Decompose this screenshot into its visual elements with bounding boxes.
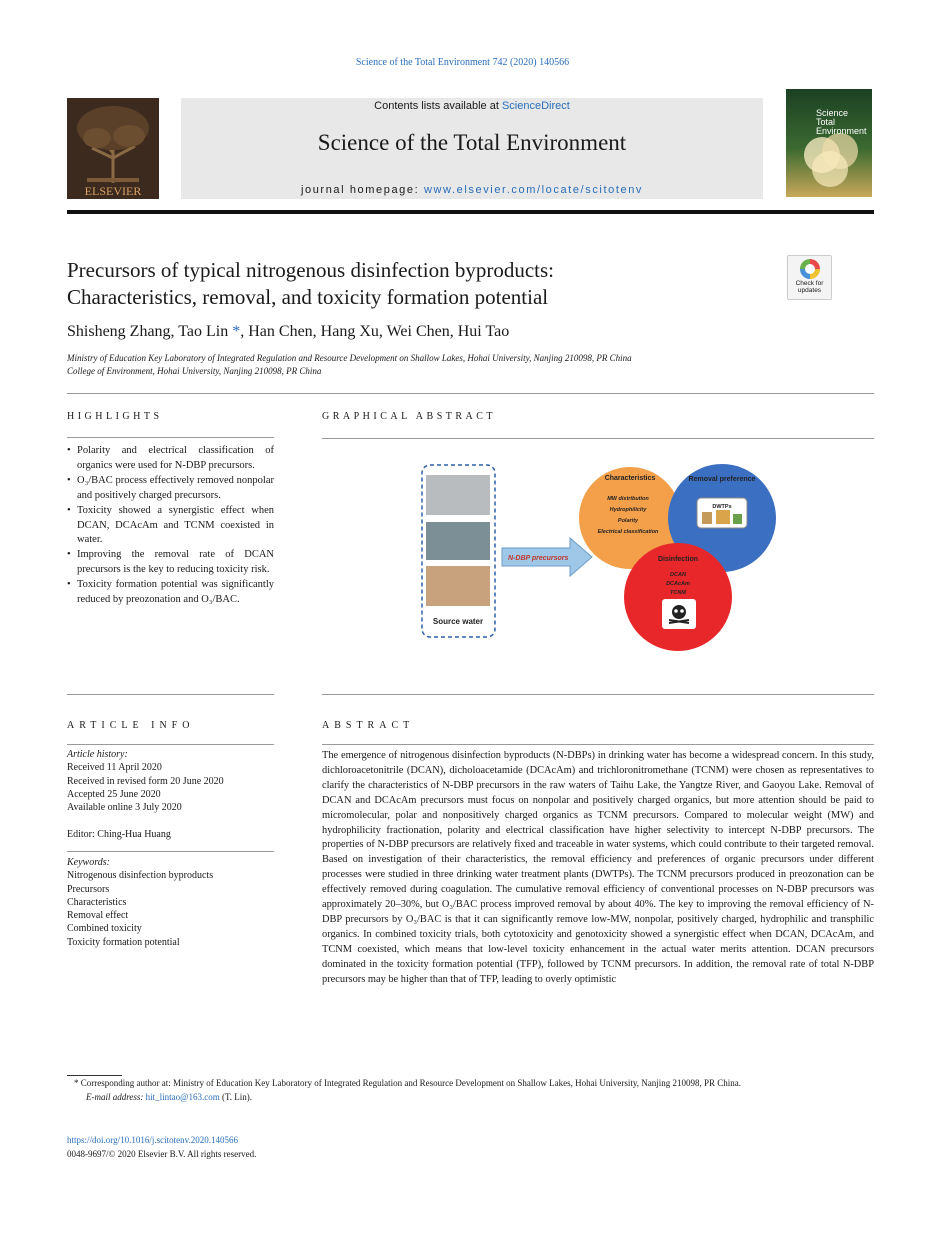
authors-text: Shisheng Zhang, Tao Lin (67, 323, 229, 340)
keyword-item: Characteristics (67, 896, 127, 908)
divider (67, 694, 274, 695)
characteristics-title: Characteristics (604, 475, 656, 482)
disinfection-title: Disinfection (657, 556, 699, 563)
highlight-item: • O₃/BAC process effectively removed nonpolar and positively charged precursors. (67, 474, 274, 504)
divider (67, 851, 274, 852)
journal-title: Science of the Total Environment (317, 130, 627, 155)
email-label: E-mail address: (86, 1092, 144, 1102)
svg-text:ELSEVIER: ELSEVIER (84, 184, 142, 198)
divider (322, 694, 874, 695)
title-line-2: Characteristics, removal, and toxicity formation potential (67, 285, 549, 309)
check-updates-label (788, 280, 831, 294)
email-line (86, 1092, 252, 1102)
highlight-item: • Toxicity showed a synergistic effect when DCAN, DCAcAm and TCNM coexisted in water. (67, 504, 274, 549)
authors-text: , Han Chen, Hang Xu, Wei Chen, Hui Tao (240, 323, 510, 340)
keyword-item: Removal effect (67, 910, 129, 922)
check-updates-line: updates (797, 287, 822, 294)
journal-citation[interactable]: Science of the Total Environment 742 (2020) 140566 (355, 57, 570, 68)
check-for-updates-button[interactable] (787, 255, 832, 300)
keyword-item: Combined toxicity (67, 923, 142, 935)
cover-circle (812, 151, 848, 187)
water-photo (426, 475, 490, 515)
keywords-block (67, 856, 274, 949)
plant-building-icon (702, 512, 712, 524)
cover-title-line: Total Environment (816, 117, 867, 136)
highlight-item: • Polarity and electrical classification of organics were used for N-DBP precursors. (67, 444, 274, 474)
characteristics-item: Polarity (617, 518, 639, 524)
abstract-heading: ABSTRACT (322, 720, 415, 731)
divider (322, 438, 874, 439)
abstract-text: The emergence of nitrogenous disinfection byproducts (N-DBPs) in drinking water has become a widespread concern. In this study, dichloroacetonitrile (DCAN), dicholoacetamide (DCAcAm) and trichloronitromethane (TCNM) were chosen as representatives to clarify the characteristics of N-DBP precursors in the raw waters of Taihu Lake, the Yangtze River, and Gaoyou Lake. Removal of DCAN and DCAcAm precursors must focus on nonpolar and positively charged organics, but more attention should be paid to micromolecular, polar and nonpositively charged organics as TCNM precursors. Compared to molecular weight (MW) and hydrophilicity fractionation, polarity and electrical classification have higher selectivity to intercept N-DBP precursors. The properties of N-DBP precursors are relatively fixed and traceable in water systems, which could contribute to their targeted removal. Based on investigation of their characteristics, the removal efficiency and preferences of organic precursors under different processes were studied in three drinking water treatment plants (DWTPs). The TCNM precursors produced in preozonation can be effectively removed during coagulation. The cumulative removal efficiency of conventional processes on N-DBP precursors was approximately 20–30%, but O₃/BAC process improved removal by about 40%. The key to improving the removal efficiency of N-DBP precursors by O₃/BAC is that it can significantly remove low-MW, nonpolar, positively charged, hydrophilic and transphilic organics. In combined toxicity trials, both cytotoxicity and genotoxicity showed a synergistic effect when DCAN, DCAcAm, and TCNM coexisted, which means that low-level toxicity enhancement in the actual water merits attention. DCAN precursors dominated in the toxicity formation potential (TFP), followed by TCNM precursors. In addition, the removal rate of total N-DBP precursors may be higher than that of TFP, leading to overly optimistic (322, 750, 874, 985)
article-info-heading: ARTICLE INFO (67, 720, 195, 731)
affiliation-2: College of Environment, Hohai University, Nanjing 210098, PR China (67, 366, 322, 376)
footnote-text: Corresponding author at: Ministry of Education Key Laboratory of Integrated Regulation and Resource Development on Shallow Lakes, Hohai University, Nanjing 210098, PR China. (80, 1078, 742, 1088)
divider (67, 744, 274, 745)
email-suffix: (T. Lin). (221, 1092, 253, 1102)
arrow-label: N-DBP precursors (508, 555, 569, 562)
article-title (67, 257, 767, 311)
disinfection-item: TCNM (670, 590, 686, 596)
removal-title: Removal preference (688, 476, 756, 483)
footnote-mark: * (74, 1078, 79, 1088)
divider (67, 393, 874, 394)
elsevier-logo (67, 98, 159, 199)
disinfection-item: DCAcAm (666, 581, 690, 587)
history-item: Accepted 25 June 2020 (67, 788, 161, 800)
history-item: Available online 3 July 2020 (67, 802, 182, 814)
doi-link[interactable]: https://doi.org/10.1016/j.scitotenv.2020.140566 (67, 1135, 238, 1145)
copyright-line: 0048-9697/© 2020 Elsevier B.V. All rights reserved. (67, 1149, 257, 1159)
email-link[interactable]: hit_lintao@163.com (145, 1092, 220, 1102)
author-list (67, 323, 509, 341)
journal-masthead (181, 98, 763, 199)
crossmark-icon (800, 259, 820, 279)
characteristics-item: Hydrophilicity (609, 507, 647, 513)
homepage-prefix: journal homepage: (300, 184, 424, 196)
water-photo (426, 522, 490, 560)
contents-line (181, 100, 763, 112)
water-photo (426, 566, 490, 606)
keyword-item: Toxicity formation potential (67, 936, 180, 948)
sciencedirect-link[interactable]: ScienceDirect (501, 100, 570, 112)
contents-prefix: Contents lists available at (374, 100, 502, 112)
header-rule (67, 210, 874, 214)
journal-cover[interactable] (786, 89, 872, 197)
keyword-item: Nitrogenous disinfection byproducts (67, 870, 214, 882)
source-water-label: Source water (432, 617, 484, 626)
graphical-abstract-heading: GRAPHICAL ABSTRACT (322, 411, 497, 422)
history-item: Received 11 April 2020 (67, 762, 162, 774)
cover-title (816, 109, 872, 136)
plant-tree-icon (733, 514, 742, 524)
cover-title-line: Science (816, 108, 849, 118)
dwtps-label: DWTPs (712, 504, 732, 510)
homepage-link[interactable]: www.elsevier.com/locate/scitotenv (423, 184, 644, 196)
characteristics-item: Electrical classification (597, 529, 659, 535)
article-history (67, 748, 274, 814)
editor-line: Editor: Ching-Hua Huang (67, 829, 171, 840)
keywords-label: Keywords: (67, 857, 110, 868)
affiliation-1: Ministry of Education Key Laboratory of Integrated Regulation and Resource Development on Shallow Lakes, Hohai University, Nanjing 210098, PR China (67, 353, 632, 363)
highlights-list (67, 444, 274, 608)
keyword-item: Precursors (67, 883, 110, 895)
footnote-rule (67, 1075, 122, 1076)
title-line-1: Precursors of typical nitrogenous disinfection byproducts: (67, 258, 554, 282)
corresponding-author-link[interactable]: * (232, 323, 241, 340)
divider (322, 744, 874, 745)
skull-eye (674, 609, 678, 613)
corresponding-footnote (74, 1078, 874, 1088)
history-label: Article history: (67, 749, 128, 760)
homepage-line (181, 184, 763, 196)
disinfection-item: DCAN (670, 572, 686, 578)
highlight-item: • Improving the removal rate of DCAN precursors is the key to reducing toxicity risk. (67, 548, 274, 578)
skull-icon (672, 605, 686, 619)
highlights-heading: HIGHLIGHTS (67, 411, 163, 422)
characteristics-item: MW distribution (607, 496, 649, 502)
highlight-item: • Toxicity formation potential was significantly reduced by preozonation and O₃/BAC. (67, 578, 274, 608)
skull-eye (680, 609, 684, 613)
history-item: Received in revised form 20 June 2020 (67, 775, 224, 787)
graphical-abstract-figure (420, 460, 780, 655)
check-updates-line: Check for (795, 280, 824, 287)
plant-building-icon (716, 510, 730, 524)
divider (67, 437, 274, 438)
